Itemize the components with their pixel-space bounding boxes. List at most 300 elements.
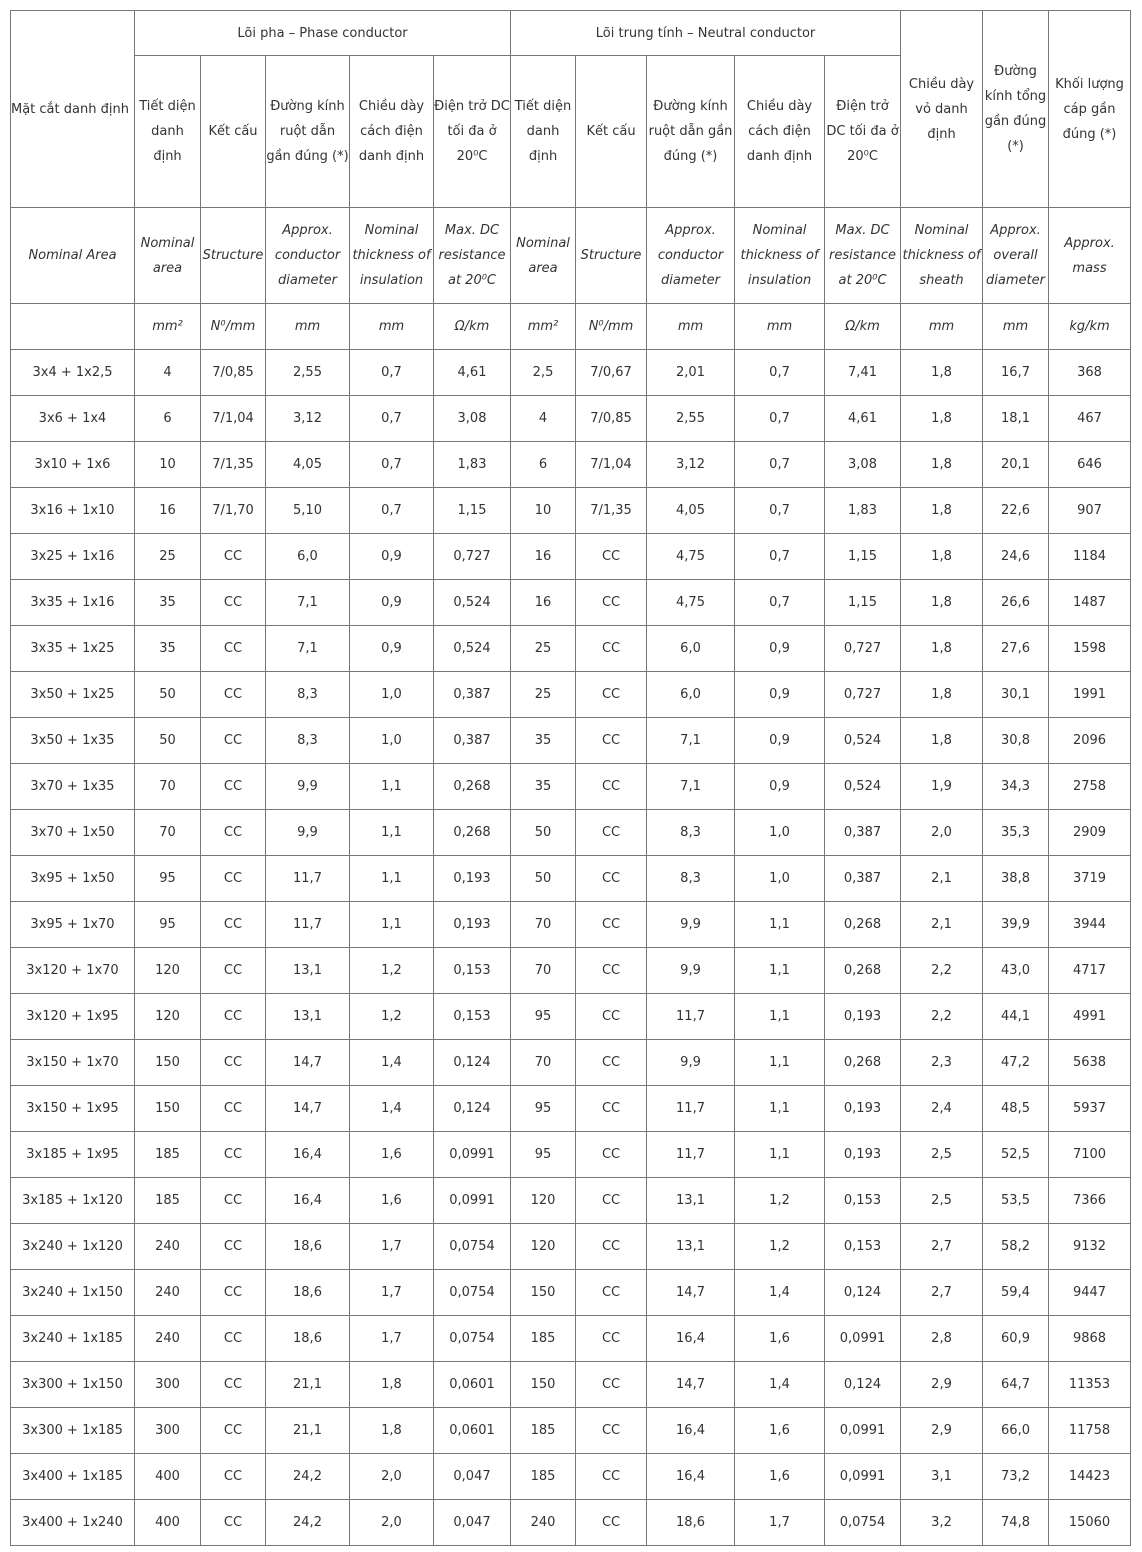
- table-cell: CC: [201, 1316, 266, 1362]
- header-phase-insulation-vi: Chiều dày cách điện danh định: [350, 56, 434, 208]
- table-cell: CC: [576, 1270, 647, 1316]
- table-cell: 70: [135, 810, 201, 856]
- table-cell: 11,7: [647, 1086, 735, 1132]
- table-cell: 0,0991: [825, 1316, 901, 1362]
- row-size-label: 3x6 + 1x4: [11, 396, 135, 442]
- table-cell: 7/0,85: [576, 396, 647, 442]
- table-cell: 5638: [1049, 1040, 1131, 1086]
- row-size-label: 3x240 + 1x120: [11, 1224, 135, 1270]
- table-cell: 0,387: [825, 856, 901, 902]
- table-cell: 13,1: [647, 1178, 735, 1224]
- table-cell: 1,7: [350, 1316, 434, 1362]
- row-size-label: 3x50 + 1x35: [11, 718, 135, 764]
- header-neutral-area-en: Nominal area: [511, 208, 576, 304]
- table-cell: 13,1: [266, 948, 350, 994]
- table-cell: 1,4: [735, 1362, 825, 1408]
- header-phase-conductor: Lõi pha – Phase conductor: [135, 11, 511, 56]
- row-size-label: 3x150 + 1x95: [11, 1086, 135, 1132]
- table-cell: 7,1: [266, 626, 350, 672]
- table-cell: 0,727: [434, 534, 511, 580]
- table-cell: 1,83: [825, 488, 901, 534]
- units-row: [11, 304, 1131, 350]
- header-phase-area-vi: Tiết diện danh định: [135, 56, 201, 208]
- table-row: [11, 1178, 1131, 1224]
- table-cell: 0,9: [735, 764, 825, 810]
- table-cell: 150: [135, 1040, 201, 1086]
- table-cell: 7/1,04: [201, 396, 266, 442]
- table-cell: CC: [576, 1408, 647, 1454]
- table-cell: 3944: [1049, 902, 1131, 948]
- table-cell: 185: [511, 1454, 576, 1500]
- table-cell: 50: [135, 718, 201, 764]
- table-cell: 14423: [1049, 1454, 1131, 1500]
- table-row: [11, 1086, 1131, 1132]
- table-cell: 25: [511, 626, 576, 672]
- table-cell: 1184: [1049, 534, 1131, 580]
- header-phase-diameter-vi: Đường kính ruột dẫn gần đúng (*): [266, 56, 350, 208]
- table-cell: 50: [511, 810, 576, 856]
- table-cell: 0,047: [434, 1500, 511, 1546]
- table-cell: 0,153: [434, 948, 511, 994]
- row-size-label: 3x150 + 1x70: [11, 1040, 135, 1086]
- table-cell: 1,0: [735, 810, 825, 856]
- table-cell: 70: [511, 902, 576, 948]
- table-cell: 7/1,70: [201, 488, 266, 534]
- table-cell: 240: [135, 1316, 201, 1362]
- table-cell: 0,7: [350, 488, 434, 534]
- header-row-group: [11, 11, 1131, 56]
- row-size-label: 3x400 + 1x185: [11, 1454, 135, 1500]
- table-cell: 4,61: [825, 396, 901, 442]
- table-cell: 6,0: [647, 672, 735, 718]
- table-cell: 18,6: [647, 1500, 735, 1546]
- table-cell: CC: [576, 1454, 647, 1500]
- unit-cell: mm²: [135, 304, 201, 350]
- table-row: [11, 1040, 1131, 1086]
- table-cell: 0,268: [434, 810, 511, 856]
- table-cell: 1,6: [350, 1132, 434, 1178]
- table-cell: 16,4: [266, 1178, 350, 1224]
- table-cell: 0,153: [825, 1224, 901, 1270]
- table-cell: 0,9: [735, 718, 825, 764]
- table-cell: 6: [511, 442, 576, 488]
- row-size-label: 3x16 + 1x10: [11, 488, 135, 534]
- table-cell: 1,4: [350, 1040, 434, 1086]
- table-cell: 52,5: [983, 1132, 1049, 1178]
- row-size-label: 3x185 + 1x120: [11, 1178, 135, 1224]
- table-cell: 0,727: [825, 626, 901, 672]
- table-cell: 0,524: [825, 764, 901, 810]
- table-cell: 35: [135, 626, 201, 672]
- table-cell: 2,5: [511, 350, 576, 396]
- table-cell: 0,153: [825, 1178, 901, 1224]
- table-row: [11, 856, 1131, 902]
- table-cell: 14,7: [266, 1040, 350, 1086]
- table-cell: 8,3: [647, 856, 735, 902]
- table-cell: 240: [135, 1270, 201, 1316]
- table-cell: 4,75: [647, 534, 735, 580]
- table-cell: 0,387: [434, 718, 511, 764]
- table-cell: 39,9: [983, 902, 1049, 948]
- table-cell: 4717: [1049, 948, 1131, 994]
- header-phase-resistance-vi: Điện trở DC tối đa ở 20⁰C: [434, 56, 511, 208]
- table-cell: 0,9: [735, 626, 825, 672]
- table-cell: 9,9: [647, 948, 735, 994]
- table-cell: 4: [511, 396, 576, 442]
- table-row: [11, 442, 1131, 488]
- table-cell: CC: [201, 948, 266, 994]
- table-row: [11, 994, 1131, 1040]
- table-cell: 60,9: [983, 1316, 1049, 1362]
- table-cell: 0,124: [434, 1086, 511, 1132]
- table-cell: 4991: [1049, 994, 1131, 1040]
- table-cell: 0,524: [434, 626, 511, 672]
- table-cell: 1,0: [350, 672, 434, 718]
- unit-cell: mm: [901, 304, 983, 350]
- table-cell: 1,2: [735, 1224, 825, 1270]
- table-cell: 7/1,04: [576, 442, 647, 488]
- table-cell: CC: [201, 902, 266, 948]
- table-cell: 64,7: [983, 1362, 1049, 1408]
- unit-cell: N⁰/mm: [576, 304, 647, 350]
- table-row: [11, 488, 1131, 534]
- table-cell: 11,7: [266, 902, 350, 948]
- table-cell: 10: [135, 442, 201, 488]
- table-cell: 2,4: [901, 1086, 983, 1132]
- row-size-label: 3x4 + 1x2,5: [11, 350, 135, 396]
- table-cell: 1,1: [350, 810, 434, 856]
- table-cell: 1,8: [901, 488, 983, 534]
- table-cell: 6,0: [266, 534, 350, 580]
- table-cell: 10: [511, 488, 576, 534]
- table-cell: 5937: [1049, 1086, 1131, 1132]
- table-cell: 16: [511, 534, 576, 580]
- header-phase-diameter-en: Approx. conductor diameter: [266, 208, 350, 304]
- table-row: [11, 626, 1131, 672]
- table-cell: 400: [135, 1500, 201, 1546]
- table-cell: 7,41: [825, 350, 901, 396]
- table-cell: 3719: [1049, 856, 1131, 902]
- table-cell: 0,0754: [434, 1316, 511, 1362]
- table-cell: 2,2: [901, 994, 983, 1040]
- row-size-label: 3x25 + 1x16: [11, 534, 135, 580]
- table-cell: 73,2: [983, 1454, 1049, 1500]
- table-cell: 24,2: [266, 1500, 350, 1546]
- table-cell: 1,2: [735, 1178, 825, 1224]
- table-cell: 18,6: [266, 1270, 350, 1316]
- table-cell: 0,193: [434, 856, 511, 902]
- table-cell: 1,15: [825, 580, 901, 626]
- table-cell: 2,1: [901, 902, 983, 948]
- table-cell: 1,7: [350, 1270, 434, 1316]
- table-cell: 0,153: [434, 994, 511, 1040]
- header-neutral-resistance-vi: Điện trở DC tối đa ở 20⁰C: [825, 56, 901, 208]
- table-cell: 21,1: [266, 1362, 350, 1408]
- table-cell: CC: [201, 856, 266, 902]
- table-cell: 95: [511, 1086, 576, 1132]
- table-cell: CC: [201, 718, 266, 764]
- table-cell: 1,83: [434, 442, 511, 488]
- table-cell: 22,6: [983, 488, 1049, 534]
- row-size-label: 3x300 + 1x185: [11, 1408, 135, 1454]
- unit-cell: mm²: [511, 304, 576, 350]
- table-cell: 1,8: [901, 534, 983, 580]
- table-cell: 1,8: [350, 1408, 434, 1454]
- table-cell: 9,9: [647, 902, 735, 948]
- table-cell: 0,193: [825, 1086, 901, 1132]
- table-row: [11, 534, 1131, 580]
- table-cell: 95: [511, 994, 576, 1040]
- table-cell: 9,9: [266, 810, 350, 856]
- header-neutral-insulation-vi: Chiều dày cách điện danh định: [735, 56, 825, 208]
- header-overall-diameter-en: Approx. overall diameter: [983, 208, 1049, 304]
- table-cell: 1,1: [735, 1132, 825, 1178]
- table-cell: 58,2: [983, 1224, 1049, 1270]
- table-cell: CC: [576, 1224, 647, 1270]
- table-cell: 15060: [1049, 1500, 1131, 1546]
- table-cell: 120: [511, 1178, 576, 1224]
- table-cell: 14,7: [266, 1086, 350, 1132]
- table-cell: 240: [135, 1224, 201, 1270]
- table-cell: 16,4: [647, 1316, 735, 1362]
- table-cell: 0,9: [350, 580, 434, 626]
- table-cell: CC: [201, 1454, 266, 1500]
- table-cell: 0,268: [825, 948, 901, 994]
- row-size-label: 3x50 + 1x25: [11, 672, 135, 718]
- table-cell: 1,9: [901, 764, 983, 810]
- table-cell: 1,8: [901, 580, 983, 626]
- table-cell: 14,7: [647, 1270, 735, 1316]
- table-cell: 185: [135, 1132, 201, 1178]
- table-cell: 150: [511, 1270, 576, 1316]
- table-cell: 0,9: [350, 626, 434, 672]
- table-cell: 13,1: [266, 994, 350, 1040]
- table-cell: 18,6: [266, 1316, 350, 1362]
- table-cell: CC: [201, 1040, 266, 1086]
- table-cell: 1,8: [901, 350, 983, 396]
- table-cell: 1,2: [350, 994, 434, 1040]
- table-cell: 11758: [1049, 1408, 1131, 1454]
- table-cell: 9,9: [647, 1040, 735, 1086]
- row-size-label: 3x120 + 1x95: [11, 994, 135, 1040]
- table-cell: 24,2: [266, 1454, 350, 1500]
- table-cell: 21,1: [266, 1408, 350, 1454]
- unit-cell: Ω/km: [825, 304, 901, 350]
- table-cell: 2,7: [901, 1270, 983, 1316]
- table-cell: 7,1: [647, 718, 735, 764]
- table-cell: 0,124: [825, 1362, 901, 1408]
- table-row: [11, 580, 1131, 626]
- table-cell: 16,4: [647, 1408, 735, 1454]
- table-cell: 1,15: [825, 534, 901, 580]
- table-cell: 1,8: [901, 718, 983, 764]
- table-cell: 4,75: [647, 580, 735, 626]
- table-cell: 2909: [1049, 810, 1131, 856]
- header-neutral-diameter-vi: Đường kính ruột dẫn gần đúng (*): [647, 56, 735, 208]
- table-cell: 1,1: [350, 764, 434, 810]
- table-cell: CC: [201, 1178, 266, 1224]
- table-cell: CC: [201, 994, 266, 1040]
- table-cell: CC: [201, 1408, 266, 1454]
- table-cell: 240: [511, 1500, 576, 1546]
- table-cell: CC: [576, 994, 647, 1040]
- table-cell: CC: [576, 1316, 647, 1362]
- table-cell: CC: [576, 1178, 647, 1224]
- table-cell: CC: [576, 580, 647, 626]
- table-cell: CC: [201, 1362, 266, 1408]
- table-cell: 0,7: [350, 442, 434, 488]
- table-cell: 14,7: [647, 1362, 735, 1408]
- table-cell: 95: [511, 1132, 576, 1178]
- table-cell: 1,1: [735, 1040, 825, 1086]
- table-cell: 4: [135, 350, 201, 396]
- table-cell: 1,8: [350, 1362, 434, 1408]
- table-cell: 185: [511, 1408, 576, 1454]
- table-row: [11, 1408, 1131, 1454]
- table-cell: 467: [1049, 396, 1131, 442]
- table-cell: 70: [511, 1040, 576, 1086]
- table-cell: 1,8: [901, 396, 983, 442]
- table-cell: 11,7: [647, 1132, 735, 1178]
- table-cell: 5,10: [266, 488, 350, 534]
- row-size-label: 3x95 + 1x50: [11, 856, 135, 902]
- table-cell: 0,387: [434, 672, 511, 718]
- table-cell: 0,193: [825, 994, 901, 1040]
- table-cell: CC: [576, 1086, 647, 1132]
- table-cell: CC: [576, 626, 647, 672]
- table-cell: 2,1: [901, 856, 983, 902]
- header-row-en: [11, 208, 1131, 304]
- table-cell: 27,6: [983, 626, 1049, 672]
- row-size-label: 3x70 + 1x50: [11, 810, 135, 856]
- table-cell: 0,0754: [825, 1500, 901, 1546]
- table-row: [11, 1362, 1131, 1408]
- table-cell: 59,4: [983, 1270, 1049, 1316]
- table-cell: 20,1: [983, 442, 1049, 488]
- row-size-label: 3x240 + 1x150: [11, 1270, 135, 1316]
- table-cell: 300: [135, 1408, 201, 1454]
- table-row: [11, 1132, 1131, 1178]
- table-cell: 13,1: [647, 1224, 735, 1270]
- table-cell: 7/0,67: [576, 350, 647, 396]
- table-cell: 0,0754: [434, 1224, 511, 1270]
- table-cell: 25: [511, 672, 576, 718]
- table-cell: 1,8: [901, 672, 983, 718]
- table-cell: 2,9: [901, 1408, 983, 1454]
- unit-cell: mm: [983, 304, 1049, 350]
- unit-cell: mm: [350, 304, 434, 350]
- unit-cell: Ω/km: [434, 304, 511, 350]
- table-row: [11, 396, 1131, 442]
- unit-cell: kg/km: [1049, 304, 1131, 350]
- table-cell: 2,3: [901, 1040, 983, 1086]
- table-cell: 30,1: [983, 672, 1049, 718]
- table-cell: 43,0: [983, 948, 1049, 994]
- header-neutral-area-vi: Tiết diện danh định: [511, 56, 576, 208]
- table-row: [11, 902, 1131, 948]
- table-cell: 2,7: [901, 1224, 983, 1270]
- table-cell: CC: [576, 1500, 647, 1546]
- table-cell: 30,8: [983, 718, 1049, 764]
- table-cell: 2,55: [647, 396, 735, 442]
- table-cell: 2,9: [901, 1362, 983, 1408]
- table-cell: 7/0,85: [201, 350, 266, 396]
- table-cell: 26,6: [983, 580, 1049, 626]
- table-cell: 18,6: [266, 1224, 350, 1270]
- table-cell: 3,12: [647, 442, 735, 488]
- header-phase-resistance-en: Max. DC resistance at 20⁰C: [434, 208, 511, 304]
- table-cell: 2,8: [901, 1316, 983, 1362]
- table-row: [11, 810, 1131, 856]
- table-row: [11, 350, 1131, 396]
- table-cell: 9868: [1049, 1316, 1131, 1362]
- table-cell: 0,7: [350, 396, 434, 442]
- table-cell: 4,05: [266, 442, 350, 488]
- table-cell: 1991: [1049, 672, 1131, 718]
- header-neutral-structure-vi: Kết cấu: [576, 56, 647, 208]
- row-size-label: 3x120 + 1x70: [11, 948, 135, 994]
- table-cell: 2,55: [266, 350, 350, 396]
- table-cell: CC: [201, 1132, 266, 1178]
- header-phase-area-en: Nominal area: [135, 208, 201, 304]
- table-cell: 4,61: [434, 350, 511, 396]
- table-cell: 0,0991: [434, 1132, 511, 1178]
- table-cell: 1,4: [350, 1086, 434, 1132]
- table-row: [11, 1316, 1131, 1362]
- table-cell: 400: [135, 1454, 201, 1500]
- table-cell: 11353: [1049, 1362, 1131, 1408]
- table-cell: CC: [201, 1086, 266, 1132]
- table-cell: 7366: [1049, 1178, 1131, 1224]
- table-cell: 1,8: [901, 442, 983, 488]
- table-row: [11, 948, 1131, 994]
- table-row: [11, 1224, 1131, 1270]
- table-cell: 35: [511, 718, 576, 764]
- table-cell: 907: [1049, 488, 1131, 534]
- table-cell: 16: [135, 488, 201, 534]
- table-cell: 25: [135, 534, 201, 580]
- table-cell: 1,1: [735, 1086, 825, 1132]
- unit-cell: mm: [647, 304, 735, 350]
- table-cell: 0,727: [825, 672, 901, 718]
- table-cell: 0,124: [434, 1040, 511, 1086]
- table-cell: 11,7: [266, 856, 350, 902]
- table-cell: 8,3: [647, 810, 735, 856]
- table-cell: 150: [511, 1362, 576, 1408]
- table-cell: 1,0: [350, 718, 434, 764]
- table-cell: 2,2: [901, 948, 983, 994]
- table-cell: 0,9: [350, 534, 434, 580]
- row-size-label: 3x400 + 1x240: [11, 1500, 135, 1546]
- table-cell: CC: [201, 1270, 266, 1316]
- table-cell: 1,6: [735, 1408, 825, 1454]
- unit-cell-empty: [11, 304, 135, 350]
- table-cell: 185: [135, 1178, 201, 1224]
- header-phase-structure-en: Structure: [201, 208, 266, 304]
- table-cell: 8,3: [266, 718, 350, 764]
- header-mass-vi: Khối lượng cáp gần đúng (*): [1049, 11, 1131, 208]
- table-cell: 1,6: [735, 1454, 825, 1500]
- table-row: [11, 1270, 1131, 1316]
- row-size-label: 3x185 + 1x95: [11, 1132, 135, 1178]
- table-cell: 1,1: [735, 902, 825, 948]
- table-cell: CC: [201, 580, 266, 626]
- table-cell: 7,1: [266, 580, 350, 626]
- header-sheath-en: Nominal thickness of sheath: [901, 208, 983, 304]
- table-cell: 0,193: [825, 1132, 901, 1178]
- table-cell: 7/1,35: [576, 488, 647, 534]
- table-cell: 1,6: [735, 1316, 825, 1362]
